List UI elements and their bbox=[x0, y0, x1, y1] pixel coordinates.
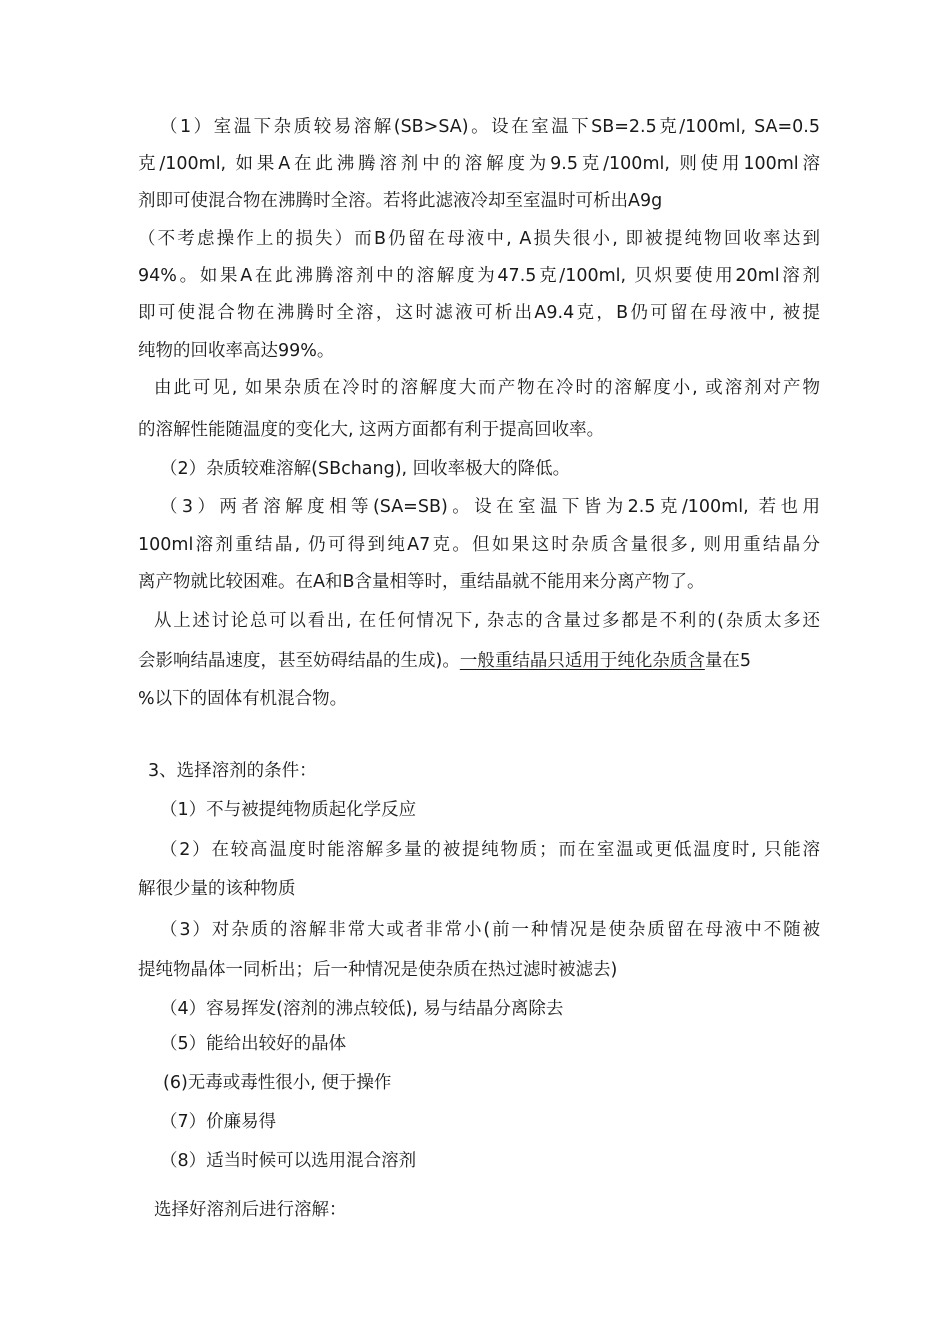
condition-6: (6)无毒或毒性很小, 便于操作 bbox=[163, 1073, 392, 1093]
para2-line2: 的溶解性能随温度的变化大, 这两方面都有利于提高回收率。 bbox=[138, 420, 605, 440]
para4-line1: （3）两者溶解度相等(SA=SB)。设在室温下皆为2.5克/100ml, 若也用 bbox=[160, 497, 820, 517]
closing-line: 选择好溶剂后进行溶解： bbox=[154, 1200, 347, 1220]
underlined-phrase: 一般重结晶只适用于纯化杂质含 bbox=[459, 651, 705, 671]
para5-line2-rest: 量在5 bbox=[704, 651, 751, 671]
para1-line7: 纯物的回收率高达99%。 bbox=[138, 341, 335, 361]
condition-2-line2: 解很少量的该种物质 bbox=[138, 879, 296, 899]
condition-4: （4）容易挥发(溶剂的沸点较低), 易与结晶分离除去 bbox=[160, 999, 564, 1019]
para3-line1: （2）杂质较难溶解(SBchang), 回收率极大的降低。 bbox=[160, 459, 571, 479]
para1-line1: （1）室温下杂质较易溶解(SB>SA)。设在室温下SB=2.5克/100ml, SA=0.5 bbox=[160, 117, 820, 137]
para1-line5: 94%。如果A在此沸腾溶剂中的溶解度为47.5克/100ml, 贝炽要使用20ml溶剂 bbox=[138, 266, 820, 286]
condition-2-line1: （2）在较高温度时能溶解多量的被提纯物质；而在室温或更低温度时, 只能溶 bbox=[160, 840, 820, 860]
para1-line3: 剂即可使混合物在沸腾时全溶。若将此滤液冷却至室温时可析出A9g bbox=[138, 191, 663, 211]
para4-line2: 100ml溶剂重结晶, 仍可得到纯A7克。但如果这时杂质含量很多, 则用重结晶分 bbox=[138, 535, 820, 555]
condition-7: （7）价廉易得 bbox=[160, 1112, 277, 1132]
para5-line2 bbox=[138, 648, 820, 674]
condition-1: （1）不与被提纯物质起化学反应 bbox=[160, 800, 417, 820]
condition-3-line2: 提纯物晶体一同析出；后一种情况是使杂质在热过滤时被滤去) bbox=[138, 960, 618, 980]
para5-line2-text: 会影响结晶速度，甚至妨碍结晶的生成)。 bbox=[138, 651, 460, 671]
para4-line3: 离产物就比较困难。在A和B含量相等时，重结晶就不能用来分离产物了。 bbox=[138, 572, 705, 592]
para1-line4: （不考虑操作上的损失）而B仍留在母液中, A损失很小, 即被提纯物回收率达到 bbox=[138, 229, 820, 249]
para1-line6: 即可使混合物在沸腾时全溶，这时滤液可析出A9.4克，B仍可留在母液中, 被提 bbox=[138, 303, 820, 323]
para5-line3: %以下的固体有机混合物。 bbox=[138, 689, 348, 709]
condition-3-line1: （3）对杂质的溶解非常大或者非常小(前一种情况是使杂质留在母液中不随被 bbox=[160, 920, 820, 940]
section3-heading: 3、选择溶剂的条件： bbox=[148, 761, 317, 781]
para1-line2: 克/100ml, 如果A在此沸腾溶剂中的溶解度为9.5克/100ml, 则使用100ml溶 bbox=[138, 154, 820, 174]
condition-8: （8）适当时候可以选用混合溶剂 bbox=[160, 1151, 417, 1171]
para5-line1: 从上述讨论总可以看出, 在任何情况下, 杂志的含量过多都是不利的(杂质太多还 bbox=[154, 611, 820, 631]
condition-5: （5）能给出较好的晶体 bbox=[160, 1034, 347, 1054]
para2-line1: 由此可见, 如果杂质在冷时的溶解度大而产物在冷时的溶解度小, 或溶剂对产物 bbox=[154, 378, 820, 398]
